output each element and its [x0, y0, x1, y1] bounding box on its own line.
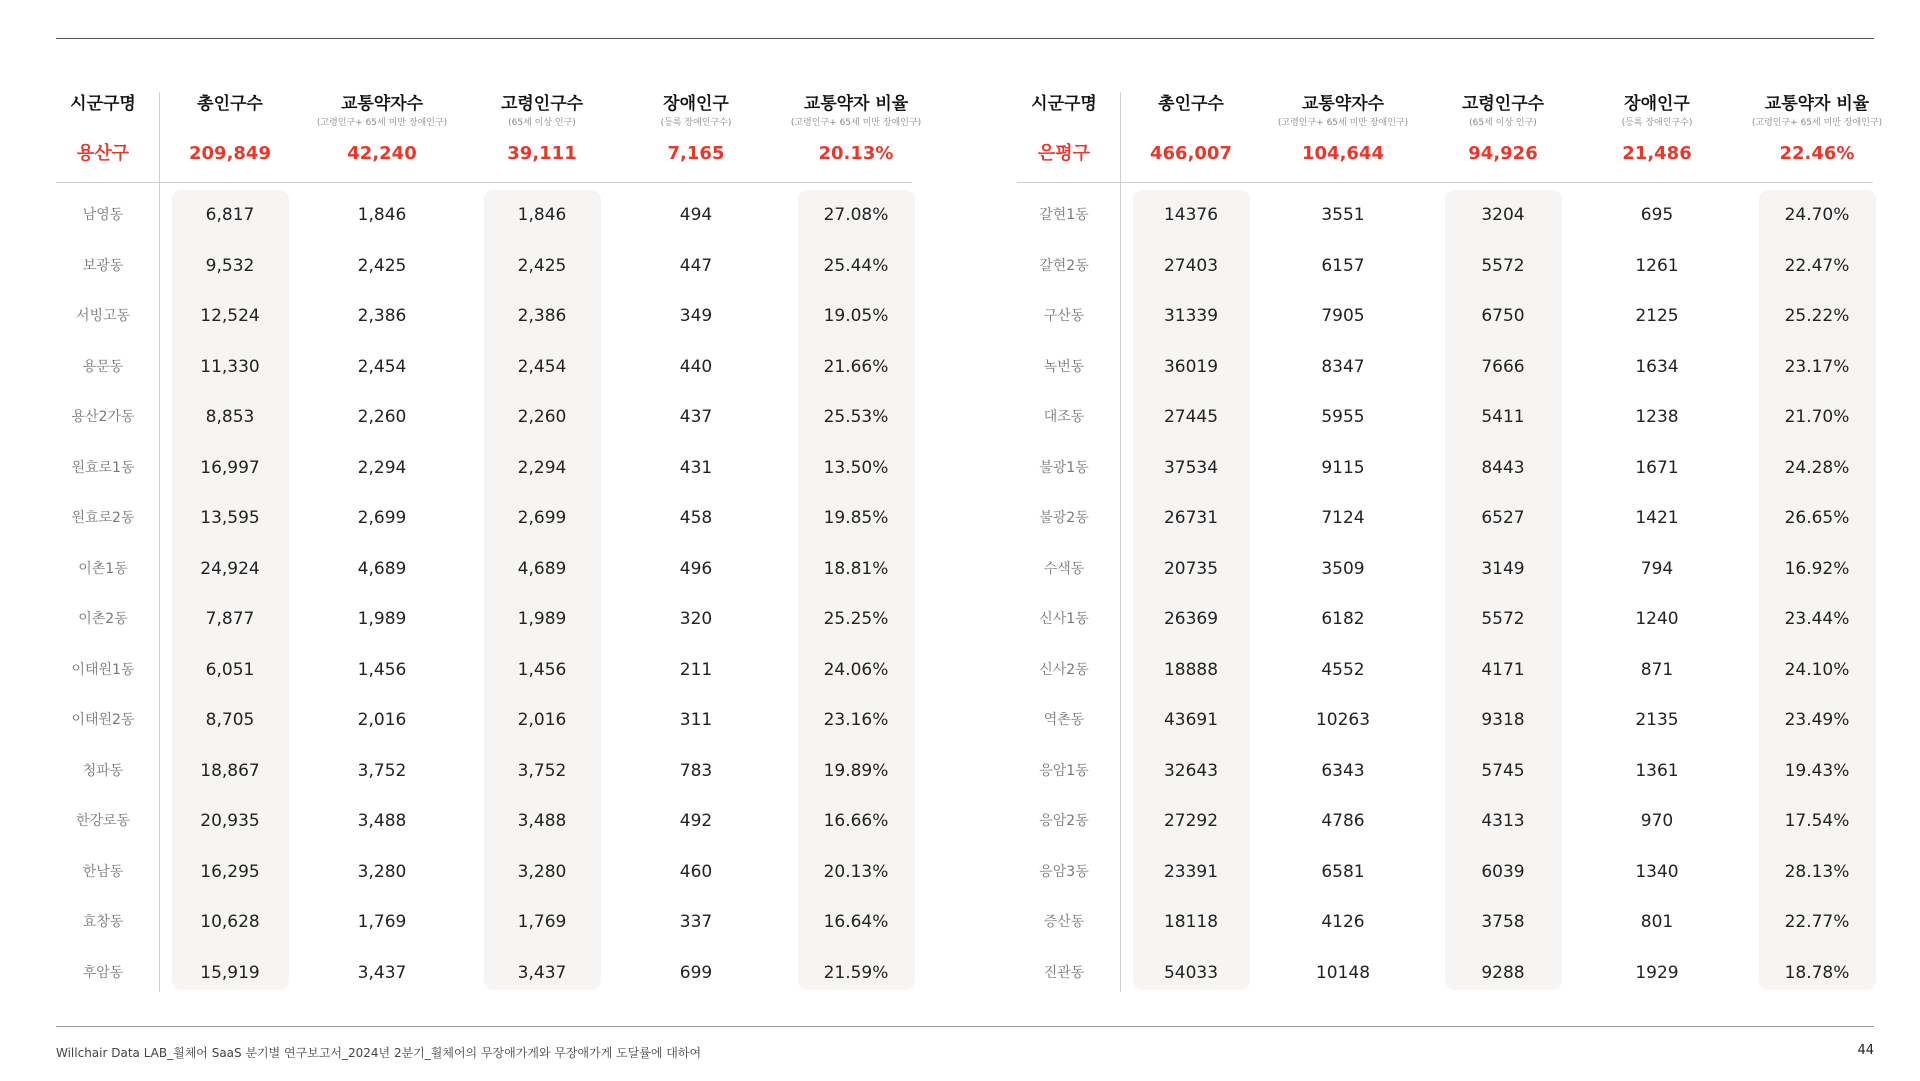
table-cell: 447	[679, 255, 713, 276]
table-cell: 15,919	[200, 962, 260, 983]
district-name-total: 은평구	[1037, 143, 1091, 164]
column-header-title: 교통약자수	[340, 94, 424, 114]
table-cell: 1,989	[357, 609, 407, 629]
table-row	[56, 392, 912, 442]
table-cell: 13,595	[200, 508, 260, 528]
table-row	[1017, 847, 1873, 897]
column-header	[636, 92, 756, 132]
table-cell: 211	[679, 659, 713, 680]
table-eunpyeong	[1017, 92, 1883, 998]
table-cell: 4171	[1481, 659, 1525, 680]
table-cell: 4552	[1321, 659, 1365, 680]
table-cell: 2,386	[517, 306, 567, 326]
table-cell: 24.06%	[823, 659, 889, 680]
table-cell: 2,386	[357, 306, 407, 326]
column-header-title: 장애인구	[1624, 94, 1690, 114]
table-cell: 3509	[1321, 558, 1365, 579]
table-row	[1017, 241, 1873, 291]
column-header	[53, 92, 153, 132]
table-cell: 27.08%	[823, 205, 889, 225]
district-name-total: 용산구	[76, 143, 130, 164]
table-cell: 18888	[1163, 659, 1219, 680]
column-header	[776, 92, 936, 132]
table-row	[1017, 948, 1873, 998]
table-cell: 794	[1640, 558, 1674, 579]
table-cell: 2135	[1635, 710, 1679, 730]
table-row	[1017, 342, 1873, 392]
table-row	[56, 544, 912, 594]
top-divider	[56, 38, 1874, 39]
table-cell: 8347	[1321, 356, 1365, 377]
table-cell: 8,853	[205, 407, 255, 427]
dong-name: 신사1동	[1039, 611, 1089, 627]
column-header-title: 고령인구수	[1461, 94, 1545, 114]
table-cell: 1634	[1635, 356, 1679, 377]
table-cell: 6,817	[205, 205, 255, 225]
table-row	[56, 796, 912, 846]
dong-name: 응암1동	[1039, 762, 1089, 779]
footer-text: Willchair Data LAB_휠체어 SaaS 분기별 연구보고서_2024년 2분기_휠체어의 무장애가게와 무장애가게 도달률에 대하여	[56, 1046, 702, 1060]
table-cell: 1,846	[517, 205, 567, 225]
table-cell: 26369	[1163, 609, 1219, 629]
table-yongsan	[56, 92, 922, 998]
column-header-subtitle: (고령인구+ 65세 미만 장애인구)	[1751, 118, 1883, 128]
table-cell: 9318	[1481, 710, 1525, 730]
table-cell: 3,280	[517, 861, 567, 882]
table-cell: 2,294	[357, 457, 407, 478]
table-cell: 17.54%	[1784, 811, 1850, 831]
table-cell: 11,330	[200, 356, 260, 377]
table-cell: 4313	[1481, 811, 1525, 831]
table-cell: 4,689	[517, 558, 567, 579]
table-cell: 1421	[1635, 508, 1679, 528]
table-cell: 9288	[1481, 962, 1525, 983]
dong-name: 구산동	[1043, 308, 1085, 324]
table-cell: 36019	[1163, 356, 1219, 377]
table-cell: 7905	[1321, 306, 1365, 326]
table-cell: 16,295	[200, 861, 260, 882]
column-header	[1445, 92, 1561, 132]
table-cell: 14376	[1163, 205, 1219, 225]
table-cell: 2,454	[517, 356, 567, 377]
table-cell: 8443	[1481, 457, 1525, 478]
table-cell: 1,456	[517, 659, 567, 680]
table-cell: 2,425	[357, 255, 407, 276]
total-value: 22.46%	[1779, 143, 1855, 164]
table-cell: 783	[679, 760, 713, 781]
table-cell: 22.77%	[1784, 912, 1850, 932]
column-header-subtitle: (고령인구+ 65세 미만 장애인구)	[790, 118, 922, 128]
table-cell: 6750	[1481, 306, 1525, 326]
column-header-subtitle: (65세 이상 인구)	[508, 118, 576, 128]
table-cell: 3,488	[357, 811, 407, 831]
table-cell: 1671	[1635, 457, 1679, 478]
table-cell: 1,769	[517, 912, 567, 932]
table-cell: 20.13%	[823, 861, 889, 882]
dong-name: 보광동	[82, 257, 124, 274]
table-cell: 3204	[1481, 205, 1525, 225]
table-cell: 1240	[1635, 609, 1679, 629]
table-cell: 4,689	[357, 558, 407, 579]
dong-name: 응암2동	[1039, 813, 1089, 829]
column-header	[1014, 92, 1114, 132]
column-header	[1263, 92, 1423, 132]
dong-name: 이촌2동	[78, 611, 128, 627]
table-cell: 1,989	[517, 609, 567, 629]
table-cell: 699	[679, 962, 713, 983]
table-cell: 13.50%	[823, 457, 889, 478]
dong-name: 갈현1동	[1039, 207, 1089, 223]
table-cell: 2,454	[357, 356, 407, 377]
table-cell: 5572	[1481, 255, 1525, 276]
table-cell: 3,752	[357, 760, 407, 781]
table-cell: 27292	[1163, 811, 1219, 831]
header-divider	[56, 182, 912, 183]
table-row	[56, 746, 912, 796]
column-header	[484, 92, 600, 132]
table-cell: 349	[679, 306, 713, 326]
table-row	[56, 291, 912, 341]
table-cell: 18,867	[200, 760, 260, 781]
table-cell: 21.70%	[1784, 407, 1850, 427]
column-header-subtitle: (등록 장애인구수)	[660, 118, 732, 128]
table-cell: 2125	[1635, 306, 1679, 326]
table-cell: 12,524	[200, 306, 260, 326]
table-cell: 3,488	[517, 811, 567, 831]
dong-name: 후암동	[82, 964, 124, 981]
table-cell: 2,260	[357, 407, 407, 427]
column-header-subtitle: (고령인구+ 65세 미만 장애인구)	[316, 118, 448, 128]
table-cell: 1238	[1635, 407, 1679, 427]
table-cell: 24.70%	[1784, 205, 1850, 225]
table-cell: 16,997	[200, 457, 260, 478]
table-cell: 6581	[1321, 861, 1365, 882]
dong-name: 원효로1동	[71, 459, 135, 476]
table-cell: 20,935	[200, 811, 260, 831]
table-cell: 6527	[1481, 508, 1525, 528]
dong-name: 효창동	[82, 914, 124, 930]
table-cell: 27445	[1163, 407, 1219, 427]
table-cell: 23.49%	[1784, 710, 1850, 730]
table-cell: 21.59%	[823, 962, 889, 983]
column-header-title: 시군구명	[70, 94, 136, 114]
table-cell: 1261	[1635, 255, 1679, 276]
dong-name: 대조동	[1043, 409, 1085, 425]
table-cell: 20735	[1163, 558, 1219, 579]
table-cell: 19.05%	[823, 306, 889, 326]
table-cell: 28.13%	[1784, 861, 1850, 882]
total-value: 104,644	[1302, 143, 1384, 164]
table-cell: 27403	[1163, 255, 1219, 276]
table-row	[1017, 493, 1873, 543]
table-cell: 54033	[1163, 962, 1219, 983]
table-cell: 7,877	[205, 609, 255, 629]
table-cell: 871	[1640, 659, 1674, 680]
total-value: 7,165	[667, 143, 725, 164]
table-cell: 6157	[1321, 255, 1365, 276]
total-value: 94,926	[1468, 143, 1538, 164]
table-row	[1017, 695, 1873, 745]
table-cell: 31339	[1163, 306, 1219, 326]
table-row	[1017, 897, 1873, 947]
column-header-title: 교통약자 비율	[1764, 94, 1870, 114]
page-number: 44	[1857, 1043, 1874, 1058]
column-header-title: 교통약자수	[1301, 94, 1385, 114]
table-cell: 492	[679, 811, 713, 831]
table-cell: 7666	[1481, 356, 1525, 377]
table-row	[56, 645, 912, 695]
table-cell: 9,532	[205, 255, 255, 276]
table-cell: 320	[679, 609, 713, 629]
table-cell: 32643	[1163, 760, 1219, 781]
table-cell: 5572	[1481, 609, 1525, 629]
column-header	[302, 92, 462, 132]
table-cell: 3758	[1481, 912, 1525, 932]
table-cell: 8,705	[205, 710, 255, 730]
table-cell: 695	[1640, 205, 1674, 225]
total-value: 39,111	[507, 143, 577, 164]
table-cell: 24,924	[200, 558, 260, 579]
dong-name: 불광1동	[1039, 459, 1089, 476]
table-cell: 5745	[1481, 760, 1525, 781]
table-cell: 23.16%	[823, 710, 889, 730]
dong-name: 역촌동	[1043, 712, 1085, 728]
table-row	[1017, 594, 1873, 644]
table-cell: 19.43%	[1784, 760, 1850, 781]
table-row	[1017, 392, 1873, 442]
table-cell: 25.25%	[823, 609, 889, 629]
table-cell: 10,628	[200, 912, 260, 932]
table-row	[56, 897, 912, 947]
table-cell: 4126	[1321, 912, 1365, 932]
column-header-title: 장애인구	[663, 94, 729, 114]
table-cell: 440	[679, 356, 713, 377]
dong-name: 녹번동	[1043, 358, 1085, 375]
table-cell: 43691	[1163, 710, 1219, 730]
table-cell: 10263	[1315, 710, 1371, 730]
table-cell: 431	[679, 457, 713, 478]
table-cell: 496	[679, 558, 713, 579]
table-cell: 1340	[1635, 861, 1679, 882]
column-header-title: 총인구수	[1158, 94, 1224, 114]
table-cell: 2,699	[517, 508, 567, 528]
table-row	[56, 695, 912, 745]
table-cell: 460	[679, 861, 713, 882]
table-cell: 3,437	[357, 962, 407, 983]
column-header	[1597, 92, 1717, 132]
column-header-title: 고령인구수	[500, 94, 584, 114]
dong-name: 이태원1동	[71, 661, 135, 678]
total-value: 466,007	[1150, 143, 1232, 164]
dong-name: 한강로동	[75, 813, 131, 829]
table-cell: 23.17%	[1784, 356, 1850, 377]
table-cell: 801	[1640, 912, 1674, 932]
table-cell: 24.28%	[1784, 457, 1850, 478]
table-cell: 3,280	[357, 861, 407, 882]
table-cell: 2,016	[357, 710, 407, 730]
table-cell: 6,051	[205, 659, 255, 680]
total-value: 209,849	[189, 143, 271, 164]
dong-name: 이태원2동	[71, 712, 135, 728]
table-cell: 16.66%	[823, 811, 889, 831]
dong-name: 신사2동	[1039, 661, 1089, 678]
table-row	[56, 241, 912, 291]
table-row	[56, 443, 912, 493]
table-cell: 18.78%	[1784, 962, 1850, 983]
column-header-subtitle: (등록 장애인구수)	[1621, 118, 1693, 128]
table-cell: 26.65%	[1784, 508, 1850, 528]
table-cell: 19.85%	[823, 508, 889, 528]
table-row	[1017, 544, 1873, 594]
dong-name: 수색동	[1043, 560, 1085, 577]
table-cell: 3149	[1481, 558, 1525, 579]
table-cell: 311	[679, 710, 713, 730]
table-row	[56, 948, 912, 998]
table-cell: 5411	[1481, 407, 1525, 427]
table-cell: 25.53%	[823, 407, 889, 427]
table-cell: 18.81%	[823, 558, 889, 579]
table-cell: 5955	[1321, 407, 1365, 427]
table-cell: 1,456	[357, 659, 407, 680]
column-header-title: 총인구수	[197, 94, 263, 114]
table-cell: 3,752	[517, 760, 567, 781]
column-header-subtitle: (고령인구+ 65세 미만 장애인구)	[1277, 118, 1409, 128]
table-row	[1017, 645, 1873, 695]
table-cell: 3,437	[517, 962, 567, 983]
table-row	[1017, 291, 1873, 341]
table-row	[1017, 190, 1873, 240]
table-cell: 16.64%	[823, 912, 889, 932]
table-cell: 24.10%	[1784, 659, 1850, 680]
table-cell: 4786	[1321, 811, 1365, 831]
dong-name: 원효로2동	[71, 510, 135, 526]
table-cell: 22.47%	[1784, 255, 1850, 276]
total-value: 20.13%	[818, 143, 894, 164]
dong-name: 청파동	[82, 762, 124, 779]
total-value: 21,486	[1622, 143, 1692, 164]
table-row	[1017, 443, 1873, 493]
table-cell: 1361	[1635, 760, 1679, 781]
table-cell: 2,016	[517, 710, 567, 730]
table-row	[56, 493, 912, 543]
table-row	[56, 847, 912, 897]
table-cell: 10148	[1315, 962, 1371, 983]
dong-name: 증산동	[1043, 914, 1085, 930]
column-header	[1133, 92, 1249, 132]
dong-name: 한남동	[82, 863, 124, 880]
column-header	[1737, 92, 1897, 132]
table-cell: 21.66%	[823, 356, 889, 377]
table-row	[56, 594, 912, 644]
table-cell: 9115	[1321, 457, 1365, 478]
table-cell: 1,769	[357, 912, 407, 932]
table-cell: 23.44%	[1784, 609, 1850, 629]
total-value: 42,240	[347, 143, 417, 164]
table-row	[56, 190, 912, 240]
bottom-divider	[56, 1026, 1874, 1027]
dong-name: 진관동	[1043, 964, 1085, 981]
table-cell: 2,294	[517, 457, 567, 478]
table-cell: 23391	[1163, 861, 1219, 882]
column-header-subtitle: (65세 이상 인구)	[1469, 118, 1537, 128]
table-row	[56, 342, 912, 392]
table-cell: 2,699	[357, 508, 407, 528]
table-cell: 25.22%	[1784, 306, 1850, 326]
table-cell: 16.92%	[1784, 558, 1850, 579]
dong-name: 용문동	[82, 358, 124, 375]
dong-name: 갈현2동	[1039, 257, 1089, 274]
table-cell: 26731	[1163, 508, 1219, 528]
table-cell: 970	[1640, 811, 1674, 831]
table-cell: 437	[679, 407, 713, 427]
table-cell: 3551	[1321, 205, 1365, 225]
dong-name: 불광2동	[1039, 510, 1089, 526]
dong-name: 이촌1동	[78, 560, 128, 577]
table-cell: 25.44%	[823, 255, 889, 276]
table-cell: 18118	[1163, 912, 1219, 932]
table-cell: 6039	[1481, 861, 1525, 882]
dong-name: 용산2가동	[71, 409, 135, 425]
column-header-title: 교통약자 비율	[803, 94, 909, 114]
dong-name: 응암3동	[1039, 863, 1089, 880]
table-cell: 494	[679, 205, 713, 225]
header-divider	[1017, 182, 1873, 183]
dong-name: 서빙고동	[75, 308, 131, 324]
column-header	[172, 92, 288, 132]
table-row	[1017, 796, 1873, 846]
table-cell: 7124	[1321, 508, 1365, 528]
dong-name: 남영동	[82, 207, 124, 223]
table-cell: 19.89%	[823, 760, 889, 781]
table-cell: 6182	[1321, 609, 1365, 629]
table-cell: 1,846	[357, 205, 407, 225]
table-cell: 337	[679, 912, 713, 932]
table-cell: 2,260	[517, 407, 567, 427]
column-header-title: 시군구명	[1031, 94, 1097, 114]
table-cell: 1929	[1635, 962, 1679, 983]
table-cell: 37534	[1163, 457, 1219, 478]
table-cell: 2,425	[517, 255, 567, 276]
table-cell: 458	[679, 508, 713, 528]
table-cell: 6343	[1321, 760, 1365, 781]
table-row	[1017, 746, 1873, 796]
